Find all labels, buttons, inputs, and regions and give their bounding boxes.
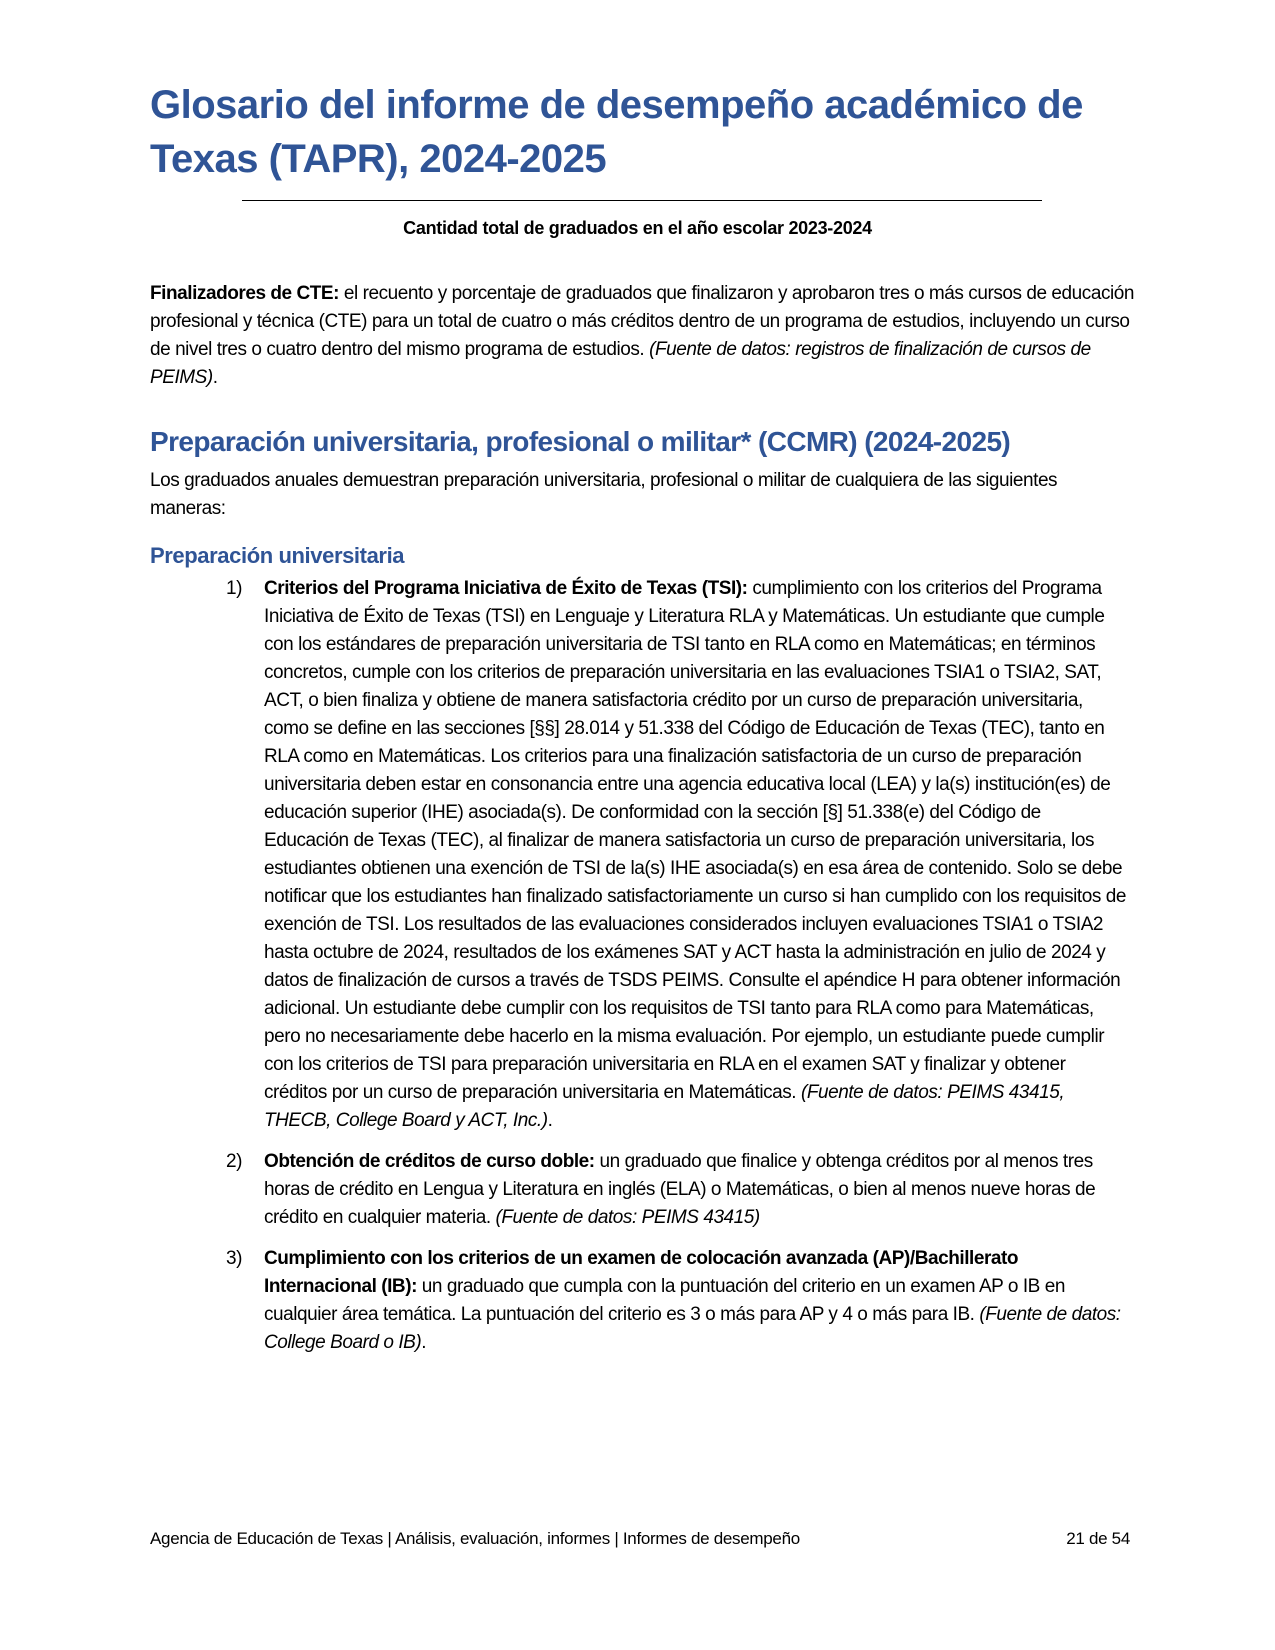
item-end: . xyxy=(547,1110,553,1131)
list-number: 2) xyxy=(226,1151,242,1172)
item-source: (Fuente de datos: PEIMS 43415) xyxy=(495,1207,760,1228)
cte-term: Finalizadores de CTE: xyxy=(150,283,340,304)
cte-source: (Fuente de datos: registros de finalización de cursos de PEIMS) xyxy=(150,339,1091,388)
cte-text: el recuento y porcentaje de graduados que finalizaron y aprobaron tres o más cursos de educación profesional y técnica (CTE) para un total de cuatro o más créditos dentro de un programa de estudios, incluyendo un curso de nivel tres o cuatro dentro del mismo programa de estudios. xyxy=(150,283,1135,360)
page-title: Glosario del informe de desempeño académico de Texas (TAPR), 2024-2025 xyxy=(150,83,1083,181)
list-item xyxy=(226,1245,1126,1357)
item-source: (Fuente de datos: PEIMS 43415, THECB, College Board y ACT, Inc.) xyxy=(264,1082,1065,1131)
title-divider xyxy=(242,200,1042,201)
footer-text: Agencia de Educación de Texas | Análisis, evaluación, informes | Informes de desempeño xyxy=(150,1529,800,1548)
item-text: cumplimiento con los criterios del Programa Iniciativa de Éxito de Texas (TSI) en Lenguaje y Literatura RLA y Matemáticas. Un estudiante que cumple con los estándares de preparación universitaria de TSI tanto en RLA como en Matemáticas; en términos concretos, cumple con los criterios de preparación universitaria en las evaluaciones TSIA1 o TSIA2, SAT, ACT, o bien finaliza y obtiene de manera satisfactoria crédito por un curso de preparación universitaria, como se define en las secciones [§§] 28.014 y 51.338 del Código de Educación de Texas (TEC), tanto en RLA como en Matemáticas. Los criterios para una finalización satisfactoria de un curso de preparación universitaria deben estar en consonancia entre una agencia educativa local (LEA) y la(s) institución(es) de educación superior (IHE) asociada(s). De conformidad con la sección [§] 51.338(e) del Código de Educación de Texas (TEC), al finalizar de manera satisfactoria un curso de preparación universitaria, los estudiantes obtienen una exención de TSI de la(s) IHE asociada(s) en esa área de contenido. Solo se debe notificar que los estudiantes han finalizado satisfactoriamente un curso si han cumplido con los requisitos de exención de TSI. Los resultados de las evaluaciones considerados incluyen evaluaciones TSIA1 o TSIA2 hasta octubre de 2024, resultados de los exámenes SAT y ACT hasta la administración en julio de 2024 y datos de finalización de cursos a través de TSDS PEIMS. Consulte el apéndice H para obtener información adicional. Un estudiante debe cumplir con los requisitos de TSI tanto para RLA como para Matemáticas, pero no necesariamente debe hacerlo en la misma evaluación. Por ejemplo, un estudiante puede cumplir con los criterios de TSI para preparación universitaria en RLA en el examen SAT y finalizar y obtener créditos por un curso de preparación universitaria en Matemáticas. xyxy=(264,578,1126,1103)
page-number: 21 de 54 xyxy=(1066,1529,1130,1548)
list-item xyxy=(226,1148,1126,1232)
item-source: (Fuente de datos: College Board o IB) xyxy=(264,1304,1121,1353)
item-term: Obtención de créditos de curso doble: xyxy=(264,1151,595,1172)
item-term: Criterios del Programa Iniciativa de Éxito de Texas (TSI): xyxy=(264,578,748,599)
item-text: un graduado que finalice y obtenga créditos por al menos tres horas de crédito en Lengua y Literatura en inglés (ELA) o Matemáticas, o bien al menos nueve horas de crédito en cualquier materia. xyxy=(264,1151,1096,1228)
criteria-list xyxy=(226,575,1126,1370)
ccmr-intro: Los graduados anuales demuestran preparación universitaria, profesional o militar de cualquiera de las siguientes maneras: xyxy=(150,470,1058,519)
item-end: . xyxy=(421,1332,427,1353)
item-term: Cumplimiento con los criterios de un examen de colocación avanzada (AP)/Bachillerato Internacional (IB): xyxy=(264,1248,1019,1297)
college-readiness-heading: Preparación universitaria xyxy=(150,543,405,568)
list-number: 1) xyxy=(226,578,242,599)
list-item xyxy=(226,575,1126,1135)
section-subtitle: Cantidad total de graduados en el año escolar 2023-2024 xyxy=(403,218,872,238)
item-text: un graduado que cumpla con la puntuación del criterio en un examen AP o IB en cualquier área temática. La puntuación del criterio es 3 o más para AP y 4 o más para IB. xyxy=(264,1276,1065,1325)
ccmr-heading: Preparación universitaria, profesional o militar* (CCMR) (2024-2025) xyxy=(150,426,1011,457)
cte-definition xyxy=(150,280,1135,392)
list-number: 3) xyxy=(226,1248,242,1269)
cte-end: . xyxy=(212,367,218,388)
